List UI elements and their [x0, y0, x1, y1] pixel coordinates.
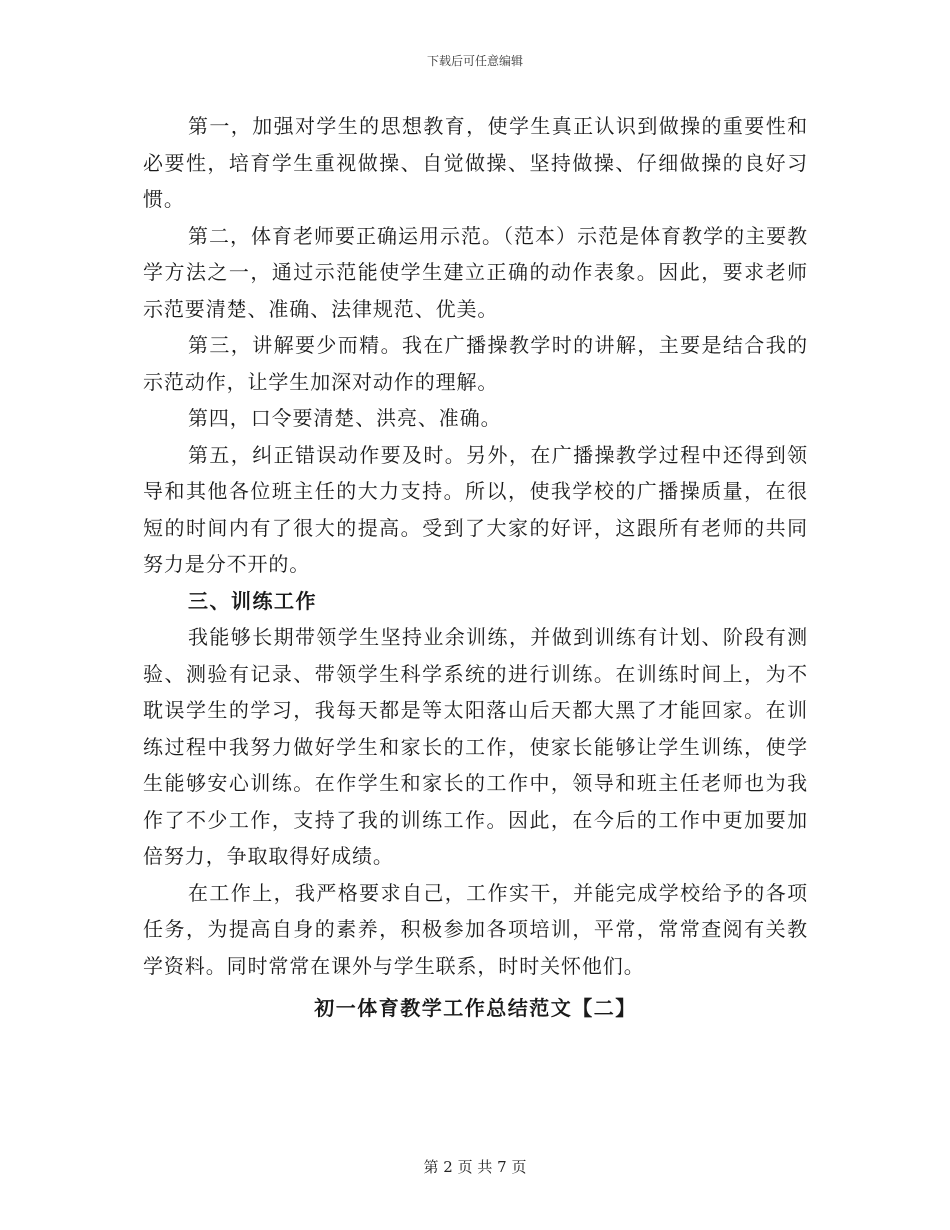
- page-number: 第 2 页 共 7 页: [423, 1158, 527, 1176]
- sub-title: 初一体育教学工作总结范文【二】: [314, 996, 637, 1020]
- page-header-note: 下载后可任意编辑: [426, 54, 523, 68]
- paragraph-2: 第二，体育老师要正确运用示范。（范本）示范是体育教学的主要教学方法之一，通过示范能使学生建立正确的动作表象。因此，要求老师示范要清楚、准确、法律规范、优美。: [143, 223, 808, 321]
- paragraph-4: 第四，口令要清楚、洪亮、准确。: [188, 406, 502, 430]
- paragraph-3: 第三，讲解要少而精。我在广播操教学时的讲解，主要是结合我的示范动作，让学生加深对动作的理解。: [143, 333, 808, 394]
- paragraph-6: 我能够长期带领学生坚持业余训练，并做到训练有计划、阶段有测验、测验有记录、带领学生科学系统的进行训练。在训练时间上，为不耽误学生的学习，我每天都是等太阳落山后天都大黑了才能回家。在训练过程中我努力做好学生和家长的工作，使家长能够让学生训练，使学生能够安心训练。在作学生和家长的工作中，领导和班主任老师也为我作了不少工作，支持了我的训练工作。因此，在今后的工作中更加要加倍努力，争取取得好成绩。: [143, 625, 808, 868]
- paragraph-1: 第一，加强对学生的思想教育，使学生真正认识到做操的重要性和必要性，培育学生重视做操、自觉做操、坚持做操、仔细做操的良好习惯。: [143, 114, 808, 211]
- paragraph-5: 第五，纠正错误动作要及时。另外，在广播操教学过程中还得到领导和其他各位班主任的大力支持。所以，使我学校的广播操质量，在很短的时间内有了很大的提高。受到了大家的好评，这跟所有老师的共同努力是分不开的。: [143, 442, 808, 576]
- document-body: [143, 108, 808, 1027]
- paragraph-7: 在工作上，我严格要求自己，工作实干，并能完成学校给予的各项任务，为提高自身的素养，积极参加各项培训，平常，常常查阅有关教学资料。同时常常在课外与学生联系，时时关怀他们。: [143, 880, 808, 978]
- section-heading: 三、训练工作: [188, 588, 317, 613]
